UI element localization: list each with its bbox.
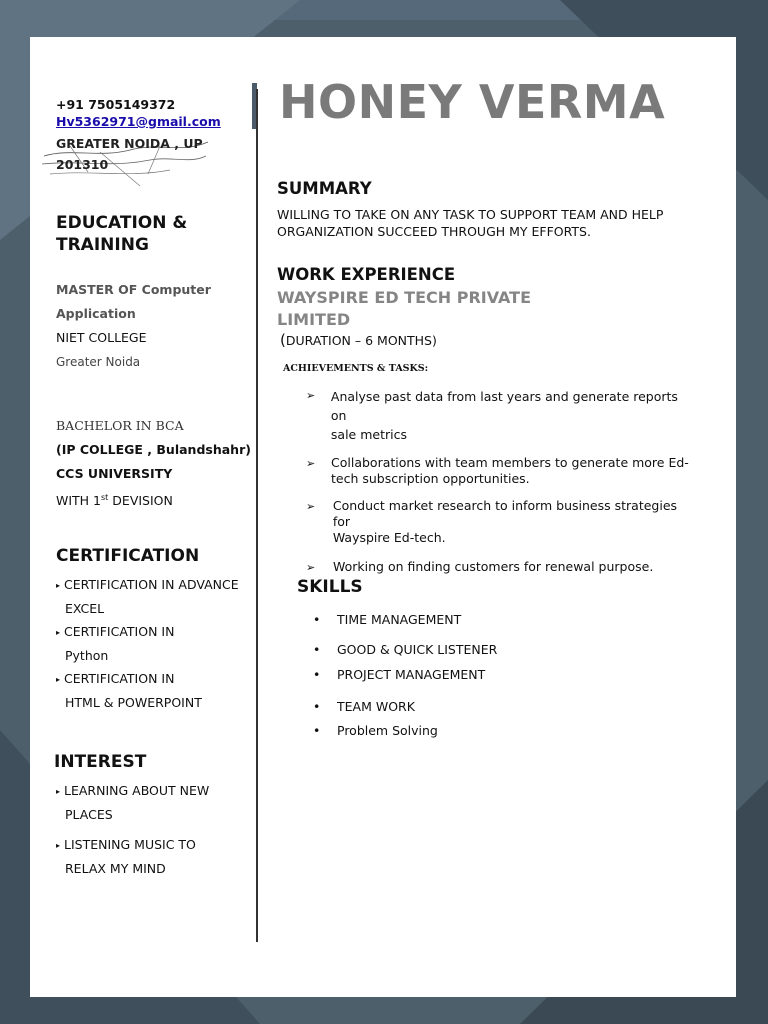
tasks-list	[306, 387, 696, 576]
education-entry-masters: MASTER OF Computer Application NIET COLLEGE Greater Noida	[56, 282, 211, 369]
achievements-heading: ACHIEVEMENTS & TASKS:	[283, 363, 429, 374]
list-item: ➢ Conduct market research to inform business strategies for Wayspire Ed-tech.	[306, 498, 678, 545]
list-item: • PROJECT MANAGEMENT	[313, 667, 486, 682]
resume-page	[30, 37, 736, 997]
list-item: ▸ LEARNING ABOUT NEW	[56, 783, 210, 798]
duration: (DURATION – 6 MONTHS)	[280, 331, 437, 349]
certification-heading: CERTIFICATION	[56, 546, 200, 566]
arrow-bullet-icon: ➢	[306, 389, 316, 402]
company-name: WAYSPIRE ED TECH PRIVATE LIMITED	[277, 288, 531, 329]
list-item: ▸ CERTIFICATION IN	[56, 671, 175, 686]
skills-list	[313, 611, 497, 739]
arrow-bullet-icon: ➢	[306, 561, 316, 574]
list-item: ➢ Collaborations with team members to generate more Ed- tech subscription opportunities.	[306, 455, 689, 486]
list-item: • TEAM WORK	[313, 699, 415, 714]
summary-heading: SUMMARY	[277, 179, 372, 198]
column-divider	[256, 89, 258, 942]
education-heading: EDUCATION & TRAINING	[56, 213, 188, 255]
arrow-bullet-icon: ➢	[306, 500, 316, 513]
arrow-bullet-icon: ➢	[306, 457, 316, 470]
summary-text: WILLING TO TAKE ON ANY TASK TO SUPPORT TEAM AND HELP ORGANIZATION SUCCEED THROUGH MY EFFORTS.	[277, 207, 664, 239]
list-item: • TIME MANAGEMENT	[313, 612, 462, 627]
address-line2: 201310	[56, 157, 109, 172]
candidate-name: HONEY VERMA	[279, 75, 666, 129]
education-entry-bachelor: BACHELOR IN BCA (IP COLLEGE , Bulandshahr) CCS UNIVERSITY WITH 1st DEVISION	[56, 418, 251, 509]
list-item: ▸ CERTIFICATION IN	[56, 624, 175, 639]
skills-heading: SKILLS	[297, 577, 363, 597]
list-item: • GOOD & QUICK LISTENER	[313, 642, 498, 657]
address-line1: GREATER NOIDA , UP	[56, 136, 203, 151]
list-item: ▸ CERTIFICATION IN ADVANCE	[56, 577, 239, 592]
phone-number: +91 7505149372	[56, 97, 176, 112]
list-item: ➢ Working on finding customers for renewal purpose.	[306, 559, 654, 574]
interest-list: ▸ LEARNING ABOUT NEW PLACES ▸ LISTENING MUSIC TO RELAX MY MIND	[56, 779, 209, 880]
list-item: ➢ Analyse past data from last years and generate reports on sale metrics	[306, 389, 678, 442]
work-experience-heading: WORK EXPERIENCE	[277, 265, 456, 284]
email-link[interactable]: Hv5362971@gmail.com	[56, 114, 221, 129]
interest-heading: INTEREST	[54, 752, 147, 772]
certification-list: ▸ CERTIFICATION IN ADVANCE EXCEL ▸ CERTIFICATION IN Python ▸ CERTIFICATION IN HTML & POWERPOINT	[56, 573, 239, 714]
list-item: ▸ LISTENING MUSIC TO	[56, 837, 196, 852]
list-item: • Problem Solving	[313, 723, 438, 738]
